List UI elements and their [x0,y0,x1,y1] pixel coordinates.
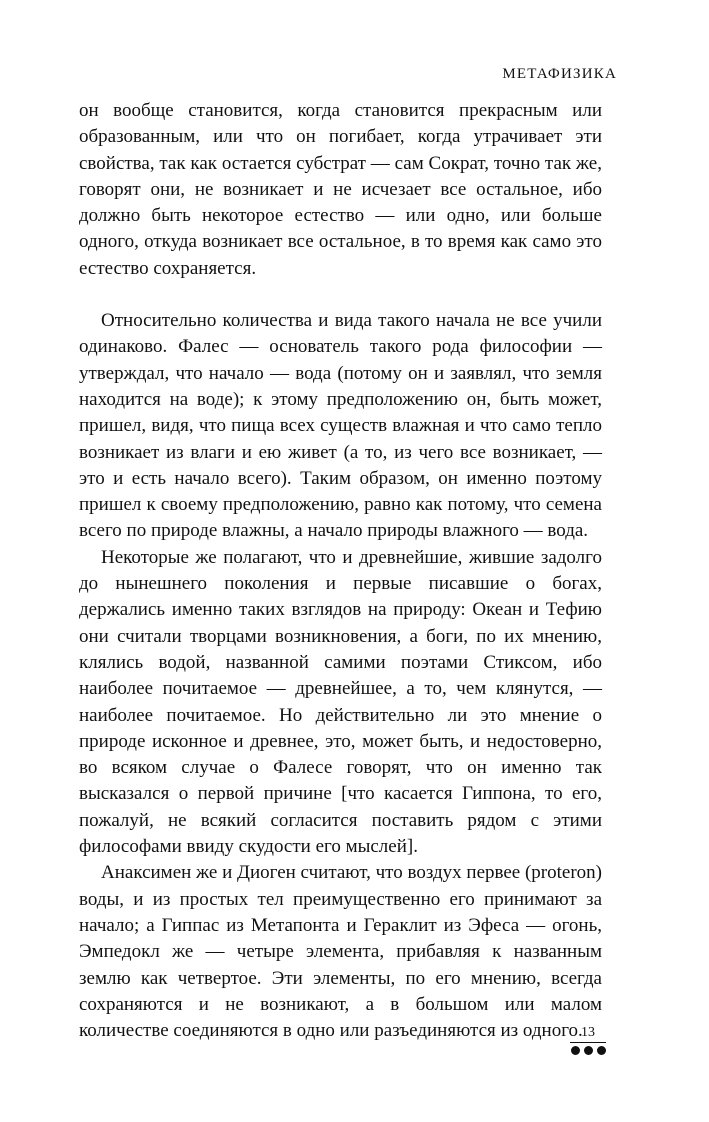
running-head: МЕТАФИЗИКА [502,66,617,82]
ornament-dot-icon [584,1046,593,1055]
paragraph: Относительно количества и вида такого начала не все учили одинаково. Фалес — основатель такого рода философии — утверждал, что начало — вода (потому он и заявлял, что земля находится на воде); к этому предположению он, быть может, пришел, видя, что пища всех существ влажная и что само тепло возникает из влаги и ею живет (а то, из чего все возникает, — это и есть начало всего). Таким образом, он именно поэтому пришел к своему предположению, равно как потому, что семена всего по природе влажны, а начало природы влажного — вода. [79,310,602,542]
page-folio [570,1026,606,1055]
section-gap [79,282,602,308]
paragraph: Анаксимен же и Диоген считают, что воздух первее (proteron) воды, и из простых тел преимущественно его принимают за начало; а Гиппас из Метапонта и Гераклит из Эфеса — огонь, Эмпедокл же — четыре элемента, прибавляя к названным землю как четвертое. Эти элементы, по его мнению, всегда сохраняются и не возникают, а в большом или малом количестве соединяются в одно или разъединяются из одного. [79,862,602,1042]
paragraph: Некоторые же полагают, что и древнейшие, жившие задолго до нынешнего поколения и первые писавшие о богах, держались именно таких взглядов на природу: Океан и Тефию они считали творцами возникновения, а боги, по их мнению, клялись водой, названной самими поэтами Стиксом, ибо наиболее почитаемое — древнейшее, а то, чем клянутся, — наиболее почитаемое. Но действительно ли это мнение о природе исконное и древнее, это, может быть, и недостоверно, во всяком случае о Фалесе говорят, что он именно так высказался о первой причине [что касается Гиппона, то его, пожалуй, не всякий согласится поставить рядом с этими философами ввиду скудости его мыслей]. [79,546,602,858]
folio-ornament [570,1046,606,1055]
text-block [79,98,602,1044]
paragraph-continuation: он вообще становится, когда становится прекрасным или образованным, или что он погибает, когда утрачивает эти свойства, так как остается субстрат — сам Сократ, точно так же, говорят они, не возникает и не исчезает все остальное, ибо должно быть некоторое естество — или одно, или больше одного, откуда возникает все остальное, в то время как само это естество сохраняется. [79,100,602,279]
ornament-dot-icon [571,1046,580,1055]
page-number: 13 [570,1026,606,1043]
ornament-dot-icon [597,1046,606,1055]
